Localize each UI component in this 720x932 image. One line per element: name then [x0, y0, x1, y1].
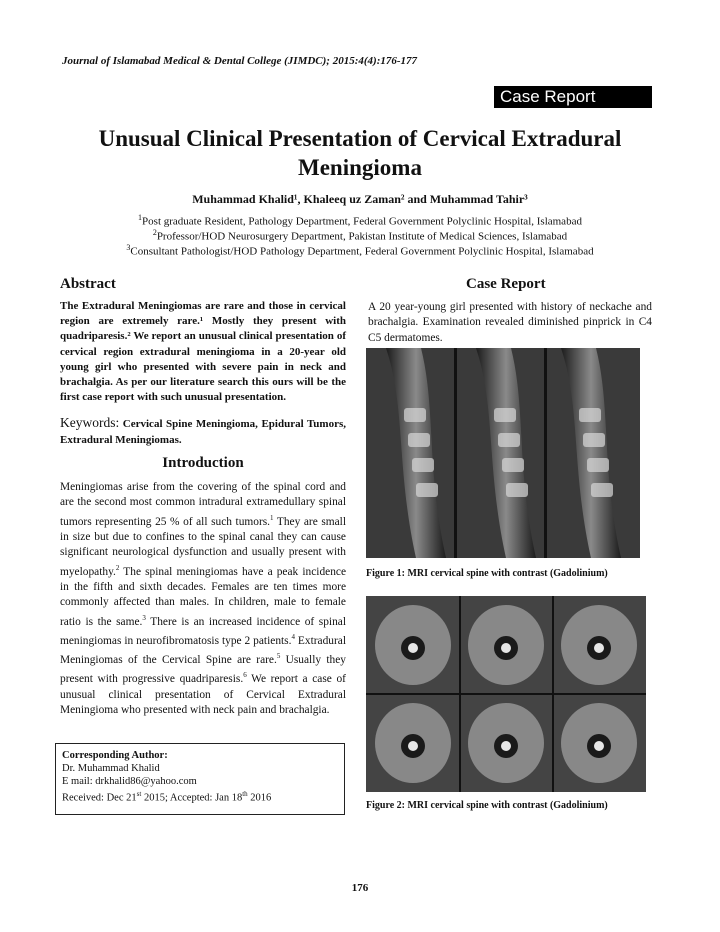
abstract-text: The Extradural Meningiomas are rare and those in cervical region are extremely rare.¹ Mostly they present with quadriparesis.² We report an unusual clinical presentation of cervical region extradural meningioma in a 20-year old young girl who presented with severe pain in neck and brachalgia. As per our literature search this ours will be the first case report with such unusual presentation. [60, 300, 346, 404]
corresponding-name: Dr. Muhammad Khalid [62, 763, 160, 774]
affiliation-2: $^2$Professor/HOD Neurosurgery Department, Pakistan Institute of Medical Sciences, Islamabad [152, 228, 568, 243]
affiliation-3: $^3$Consultant Pathologist/HOD Pathology Department, Federal Government Polyclinic Hospital, Islamabad [126, 243, 594, 258]
keywords-label: Keywords: [60, 415, 120, 430]
introduction-heading: Introduction [162, 455, 244, 471]
page-number: 176 [351, 882, 369, 894]
figure-1-mri-image [366, 348, 640, 558]
citation: 5 [276, 652, 281, 661]
figure-2-mri-image [366, 596, 646, 792]
figure-2-caption: Figure 2: MRI cervical spine with contrast (Gadolinium) [366, 800, 608, 811]
journal-header: Journal of Islamabad Medical & Dental College (JIMDC); 2015:4(4):176-177 [62, 55, 418, 67]
affiliation-1: $^1$Post graduate Resident, Pathology Department, Federal Government Polyclinic Hospital, Islamabad [138, 213, 582, 228]
figure-1-caption: Figure 1: MRI cervical spine with contrast (Gadolinium) [366, 568, 608, 579]
corresponding-author-box [55, 743, 345, 815]
corresponding-label: Corresponding Author: [62, 750, 168, 761]
author-list: Muhammad Khalid¹, Khaleeq uz Zaman² and Muhammad Tahir³ [192, 192, 528, 206]
corresponding-email: E mail: drkhalid86@yahoo.com [62, 776, 197, 787]
citation: 6 [243, 671, 247, 680]
citation: 4 [291, 633, 295, 642]
citation: 1 [270, 513, 274, 522]
received-accepted-dates: Received: Dec 21st 2015; Accepted: Jan 18th 2016 [62, 790, 272, 804]
article-title: Unusual Clinical Presentation of Cervical Extradural Meningioma [98, 126, 622, 180]
citation: 3 [142, 613, 146, 622]
case-report-heading: Case Report [466, 276, 546, 292]
keywords [60, 415, 346, 448]
abstract-heading: Abstract [60, 276, 116, 292]
introduction-text: Meningiomas arise from the covering of the spinal cord and are the second most common intradural extramedullary spinal tumors representing 25 % of all such tumors.$^1$ They are small in size but due to confines to the spinal canal they can cause significant neurological dysfunction and usually present with myelopathy.$^2$ The spinal meningiomas have a peak incidence in the fifth and sixth decades. Females are ten times more commonly affected than males. In children, male to female ratio is the same.$^3$ There is an increased incidence of spinal meningiomas in neurofibromatosis type 2 patients.$^4$ Extradural Meningiomas of the Cervical Spine are rare.$^5$ Usually they present with progressive quadriparesis.$^6$ We report a case of unusual clinical presentation of Cervical Extradural Meningioma who presented with neck pain and brachalgia. [60, 481, 346, 717]
case-report-text: A 20 year-young girl presented with history of neckache and brachalgia. Examination revealed diminished pinprick in C4 C5 dermatomes. [368, 301, 652, 344]
article-type-badge: Case Report [494, 86, 652, 108]
citation: 2 [115, 563, 120, 572]
keywords-list: Cervical Spine Meningioma, Epidural Tumors, Extradural Meningiomas. [60, 418, 346, 446]
